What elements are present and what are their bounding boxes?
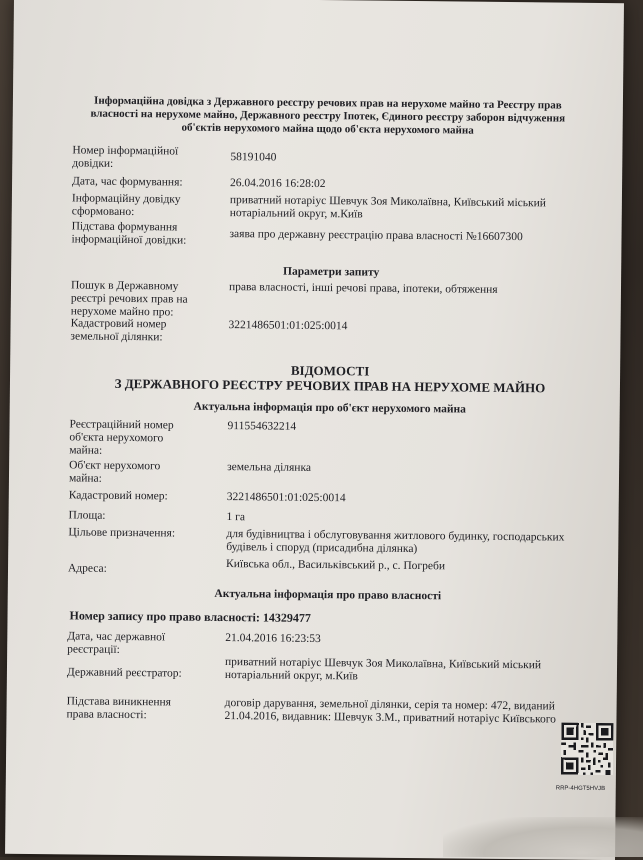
- registrar-label: Державний реєстратор:: [66, 666, 182, 680]
- address-row: [67, 556, 588, 575]
- search-label: Пошук в Державному реєстрі речових прав на нерухоме майно про:: [70, 279, 188, 319]
- object-type-row: [68, 459, 589, 485]
- main-title: [70, 360, 590, 395]
- formation-date-value: 26.04.2016 16:28:02: [230, 177, 326, 191]
- object-type-label: Об'єкт нерухомого майна:: [68, 459, 161, 485]
- registration-date-row: [67, 630, 587, 656]
- record-number: Номер запису про право власності: 14329477: [69, 608, 311, 625]
- ownership-basis-row: [66, 695, 587, 726]
- registration-number-row: [69, 418, 590, 457]
- certificate-number-value: 58191040: [230, 151, 277, 164]
- formation-date-row: [72, 175, 592, 191]
- cadastral-number-value: 3221486501:01:025:0014: [226, 491, 346, 505]
- area-value: 1 га: [226, 511, 246, 524]
- formed-by-value: приватний нотаріус Шевчук Зоя Миколаївна, Київський міський нотаріальний округ, м.Київ: [229, 194, 546, 221]
- address-label: Адреса:: [67, 562, 107, 575]
- certificate-number-row: [72, 144, 592, 170]
- registration-number-value: 911554632214: [227, 420, 297, 433]
- qr-code: [561, 723, 614, 776]
- area-row: [68, 509, 589, 524]
- area-label: Площа:: [68, 509, 106, 522]
- query-cadastral-label: Кадастровий номер земельної ділянки:: [70, 317, 167, 344]
- purpose-label: Цільове призначення:: [68, 526, 176, 540]
- registrar-value: приватний нотаріус Шевчук Зоя Миколаївна, Київський міський нотаріальний округ, м.Київ: [224, 656, 542, 683]
- basis-label: Підстава формування інформаційної довідки:: [71, 220, 187, 247]
- registration-date-value: 21.04.2016 16:23:53: [225, 632, 321, 646]
- formed-by-label: Інформаційну довідку сформовано:: [71, 192, 181, 219]
- purpose-row: [68, 526, 588, 556]
- formed-by-row: [71, 192, 592, 221]
- object-type-value: земельна ділянка: [227, 461, 312, 474]
- certificate-number-label: Номер інформаційної довідки:: [72, 144, 179, 170]
- main-title-line1: ВІДОМОСТІ: [290, 362, 370, 379]
- query-section-title: Параметри запиту: [282, 265, 380, 279]
- registration-number-label: Реєстраційний номер об'єкта нерухомого майна:: [69, 418, 174, 457]
- ownership-basis-label: Підстава виникнення права власності:: [66, 695, 172, 722]
- search-row: [70, 279, 591, 319]
- cadastral-number-label: Кадастровий номер:: [68, 489, 168, 503]
- registration-date-label: Дата, час державної реєстрації:: [67, 630, 166, 656]
- formation-date-label: Дата, час формування:: [72, 175, 183, 189]
- purpose-value: для будівництва і обслуговування житлового будинку, господарських будівель і споруд (присадибна ділянка): [226, 528, 565, 556]
- document-code: RRP-4HGT5HVJB: [555, 785, 606, 793]
- ownership-section-title: Актуальна інформація про право власності: [214, 587, 442, 603]
- search-value: права власності, інші речові права, іпотеки, обтяження: [228, 281, 498, 296]
- ownership-basis-value: договір дарування, земельної ділянки, серія та номер: 472, виданий 21.04.2016, видавник: Шевчук З.М., приватний нотаріус Київського: [224, 697, 557, 726]
- query-cadastral-value: 3221486501:01:025:0014: [228, 319, 348, 333]
- object-section-title: Актуальна інформація про об'єкт нерухомого майна: [193, 400, 466, 416]
- query-cadastral-row: [70, 317, 591, 344]
- cloth-corner: [443, 817, 643, 857]
- main-title-line2: З ДЕРЖАВНОГО РЕЄСТРУ РЕЧОВИХ ПРАВ НА НЕРУХОМЕ МАЙНО: [114, 375, 546, 396]
- document-sheet: [5, 0, 624, 860]
- basis-value: заява про державну реєстрацію права власності №16607300: [229, 228, 523, 244]
- address-value: Київська обл., Васильківський р., с. Погреби: [226, 558, 446, 573]
- cadastral-number-row: [68, 489, 589, 505]
- document-header-title: Інформаційна довідка з Державного реєстру речових прав на нерухоме майно та Реєстру прав власності на нерухоме майно, Державного реєстру Іпотек, Єдиного реєстру заборон відчуження об'єктів нерухомого майна щодо об'єкта нерухомого майна: [90, 94, 566, 137]
